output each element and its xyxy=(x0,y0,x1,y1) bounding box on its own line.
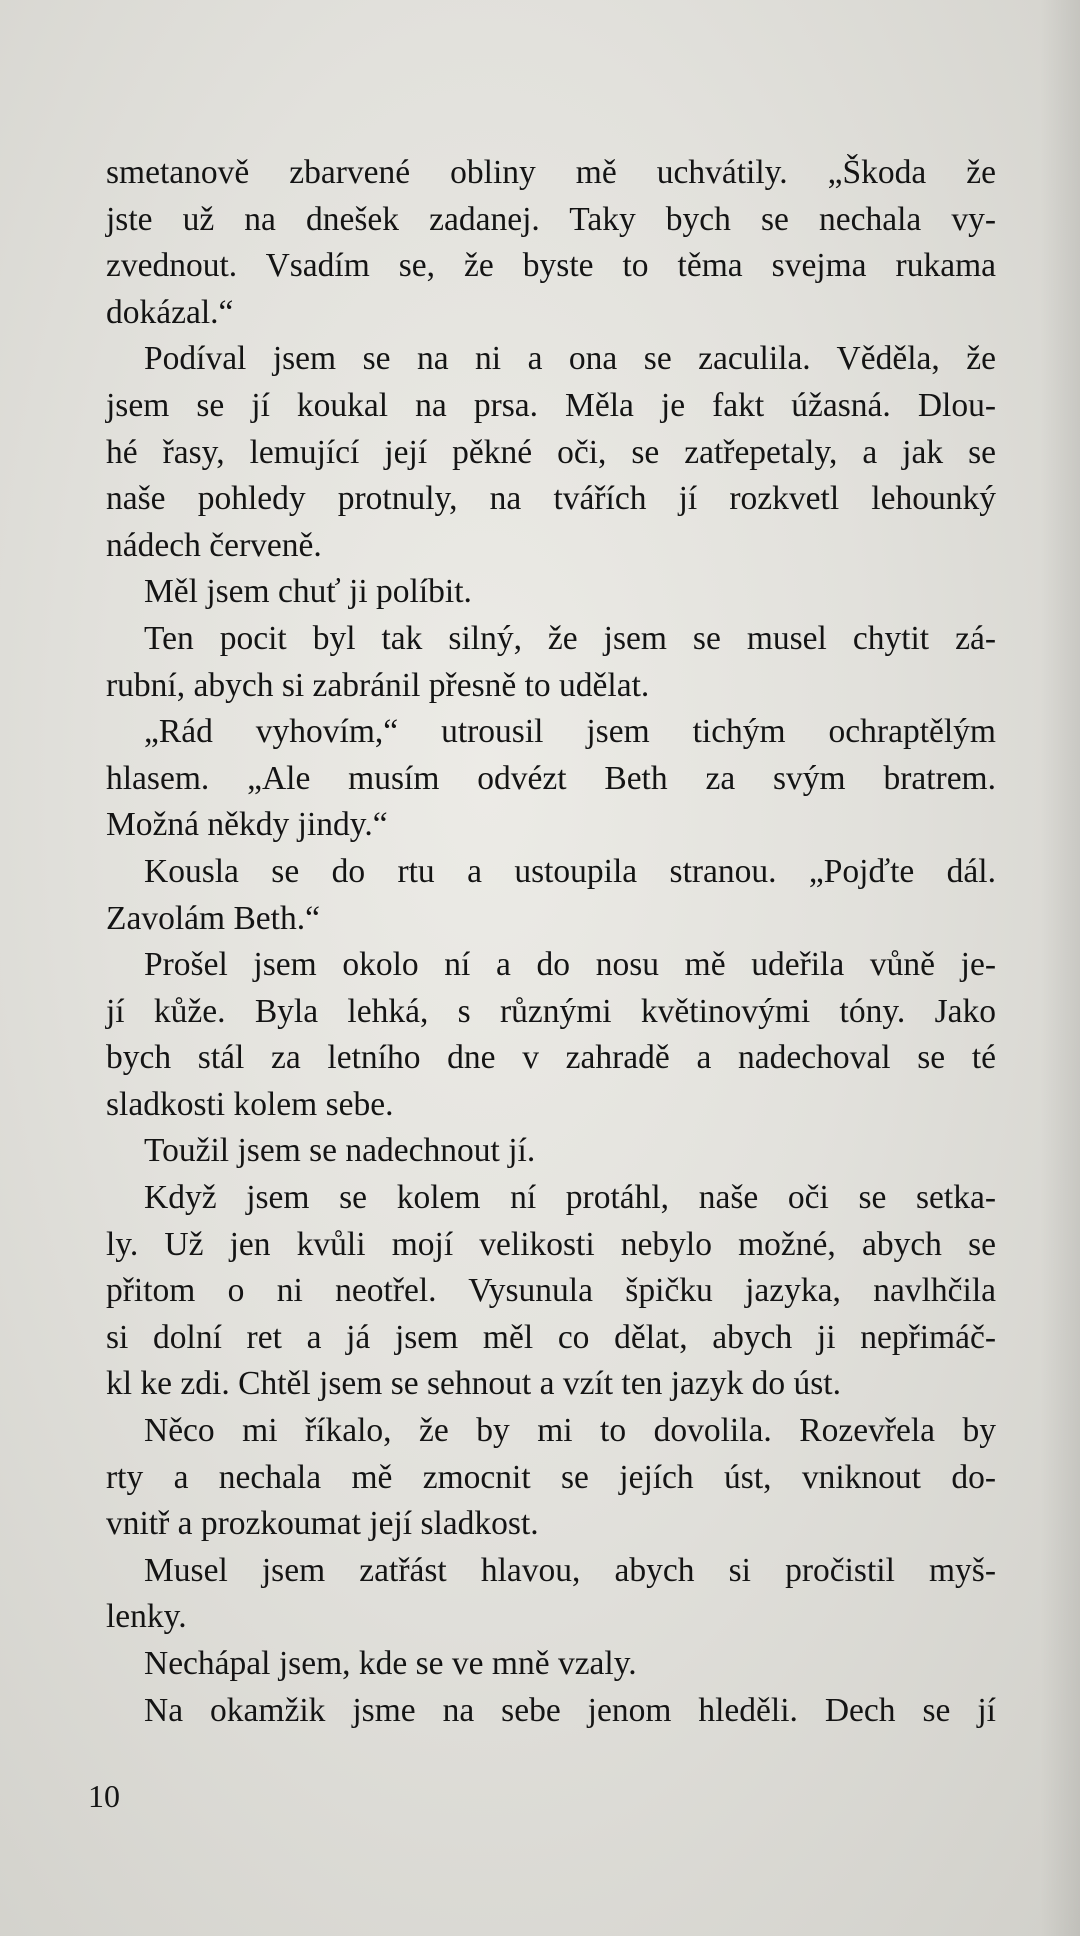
paragraph xyxy=(106,1408,996,1548)
text-line: smetanově zbarvené obliny mě uchvátily. „Škoda že xyxy=(106,154,996,191)
paragraph xyxy=(106,616,996,709)
text-line: Ten pocit byl tak silný, že jsem se musel chytit zá- xyxy=(144,619,996,657)
text-line: Něco mi říkalo, že by mi to dovolila. Rozevřela by xyxy=(144,1412,996,1450)
text-line: jste už na dnešek zadanej. Taky bych se nechala vy- xyxy=(106,200,996,238)
text-line: kl ke zdi. Chtěl jsem se sehnout a vzít ten jazyk do úst. xyxy=(106,1365,841,1403)
text-line: Měl jsem chuť ji políbit. xyxy=(144,573,472,611)
body-text xyxy=(106,150,996,1734)
text-line: lenky. xyxy=(106,1598,187,1636)
paragraph xyxy=(106,1548,996,1641)
page-edge-shadow xyxy=(1040,0,1080,1936)
text-line: hlasem. „Ale musím odvézt Beth za svým bratrem. xyxy=(106,759,996,797)
paragraph xyxy=(106,849,996,942)
text-line: Podíval jsem se na ni a ona se zaculila. Věděla, že xyxy=(144,340,996,378)
text-line: si dolní ret a já jsem měl co dělat, abych ji nepřimáč- xyxy=(106,1318,996,1356)
paragraph xyxy=(106,1688,996,1735)
paragraph xyxy=(106,1641,996,1688)
paragraph xyxy=(106,1128,996,1175)
text-line: sladkosti kolem sebe. xyxy=(106,1085,394,1123)
paragraph xyxy=(106,336,996,569)
text-line: „Rád vyhovím,“ utrousil jsem tichým ochraptělým xyxy=(144,713,996,751)
text-line: Toužil jsem se nadechnout jí. xyxy=(144,1132,536,1170)
page-number: 10 xyxy=(88,1778,120,1814)
text-line: Nechápal jsem, kde se ve mně vzaly. xyxy=(144,1645,637,1682)
paragraph xyxy=(106,150,996,336)
paragraph xyxy=(106,709,996,849)
text-line: přitom o ni neotřel. Vysunula špičku jazyka, navlhčila xyxy=(106,1272,996,1310)
paragraph xyxy=(106,569,996,616)
text-line: jsem se jí koukal na prsa. Měla je fakt úžasná. Dlou- xyxy=(106,386,996,424)
text-line: Na okamžik jsme na sebe jenom hleděli. Dech se jí xyxy=(144,1691,996,1729)
text-line: Musel jsem zatřást hlavou, abych si pročistil myš- xyxy=(144,1551,996,1589)
text-line: vnitř a prozkoumat její sladkost. xyxy=(106,1505,539,1543)
text-line: rty a nechala mě zmocnit se jejích úst, vniknout do- xyxy=(106,1458,996,1496)
text-line: nádech červeně. xyxy=(106,526,322,564)
text-line: Zavolám Beth.“ xyxy=(106,899,320,937)
text-line: Kousla se do rtu a ustoupila stranou. „Pojďte dál. xyxy=(144,852,996,890)
text-line: zvednout. Vsadím se, že byste to těma svejma rukama xyxy=(106,247,996,285)
paragraph xyxy=(106,1175,996,1408)
text-line: rubní, abych si zabránil přesně to udělat. xyxy=(106,666,650,704)
paragraph xyxy=(106,942,996,1128)
text-line: Prošel jsem okolo ní a do nosu mě udeřila vůně je- xyxy=(144,946,996,984)
text-line: dokázal.“ xyxy=(106,293,234,331)
text-line: jí kůže. Byla lehká, s různými květinovými tóny. Jako xyxy=(106,992,996,1030)
text-line: naše pohledy protnuly, na tvářích jí rozkvetl lehounký xyxy=(106,480,996,518)
text-line: Když jsem se kolem ní protáhl, naše oči se setka- xyxy=(144,1179,996,1217)
text-line: bych stál za letního dne v zahradě a nadechoval se té xyxy=(106,1039,996,1077)
text-line: Možná někdy jindy.“ xyxy=(106,806,388,844)
text-line: hé řasy, lemující její pěkné oči, se zatřepetaly, a jak se xyxy=(106,433,996,471)
text-line: ly. Už jen kvůli mojí velikosti nebylo možné, abych se xyxy=(106,1225,996,1263)
